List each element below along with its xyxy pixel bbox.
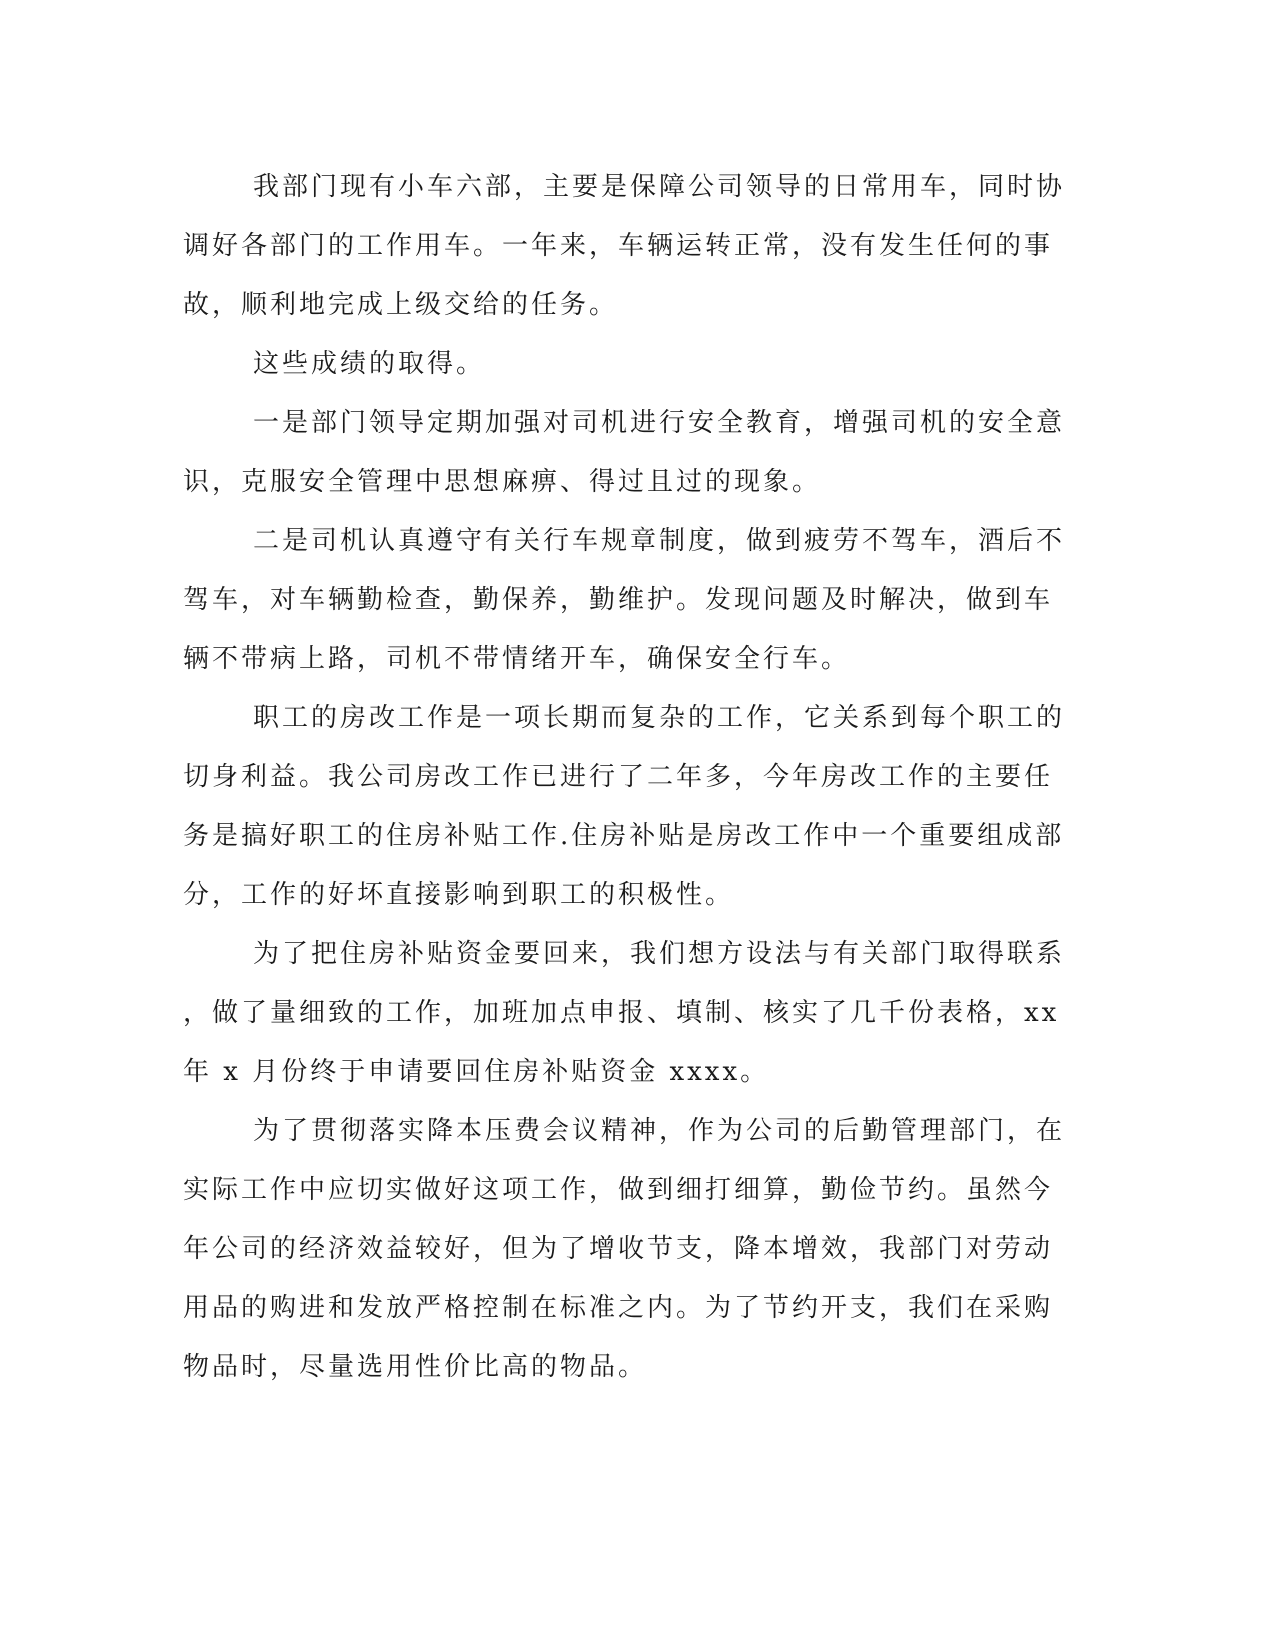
text-line: 为了贯彻落实降本压费会议精神，作为公司的后勤管理部门，在 <box>253 1116 1066 1146</box>
text-line: 务是搞好职工的住房补贴工作.住房补贴是房改工作中一个重要组成部 <box>183 821 1065 851</box>
text-line: 二是司机认真遵守有关行车规章制度，做到疲劳不驾车，酒后不 <box>253 526 1066 556</box>
text-line: 物品时，尽量选用性价比高的物品。 <box>183 1352 648 1382</box>
text-line: 年 x 月份终于申请要回住房补贴资金 xxxx。 <box>183 1057 770 1087</box>
text-line: 辆不带病上路，司机不带情绪开车，确保安全行车。 <box>183 644 851 674</box>
text-line: 我部门现有小车六部，主要是保障公司领导的日常用车，同时协 <box>253 172 1066 202</box>
text-line: 驾车，对车辆勤检查，勤保养，勤维护。发现问题及时解决，做到车 <box>183 585 1054 615</box>
text-line: 职工的房改工作是一项长期而复杂的工作，它关系到每个职工的 <box>253 703 1066 733</box>
text-line: 识，克服安全管理中思想麻痹、得过且过的现象。 <box>183 467 822 497</box>
text-line: 分，工作的好坏直接影响到职工的积极性。 <box>183 880 735 910</box>
text-line: 切身利益。我公司房改工作已进行了二年多，今年房改工作的主要任 <box>183 762 1054 792</box>
text-line: 一是部门领导定期加强对司机进行安全教育，增强司机的安全意 <box>253 408 1066 438</box>
text-line: 这些成绩的取得。 <box>253 349 486 379</box>
text-line: 调好各部门的工作用车。一年来，车辆运转正常，没有发生任何的事 <box>183 231 1054 261</box>
document-body <box>183 158 1066 1397</box>
text-line: 年公司的经济效益较好，但为了增收节支，降本增效，我部门对劳动 <box>183 1234 1054 1264</box>
text-line: 实际工作中应切实做好这项工作，做到细打细算，勤俭节约。虽然今 <box>183 1175 1054 1205</box>
text-line: ，做了量细致的工作，加班加点申报、填制、核实了几千份表格，xx <box>183 998 1060 1028</box>
text-line: 为了把住房补贴资金要回来，我们想方设法与有关部门取得联系 <box>253 939 1066 969</box>
text-line: 故，顺利地完成上级交给的任务。 <box>183 290 619 320</box>
text-line: 用品的购进和发放严格控制在标准之内。为了节约开支，我们在采购 <box>183 1293 1054 1323</box>
